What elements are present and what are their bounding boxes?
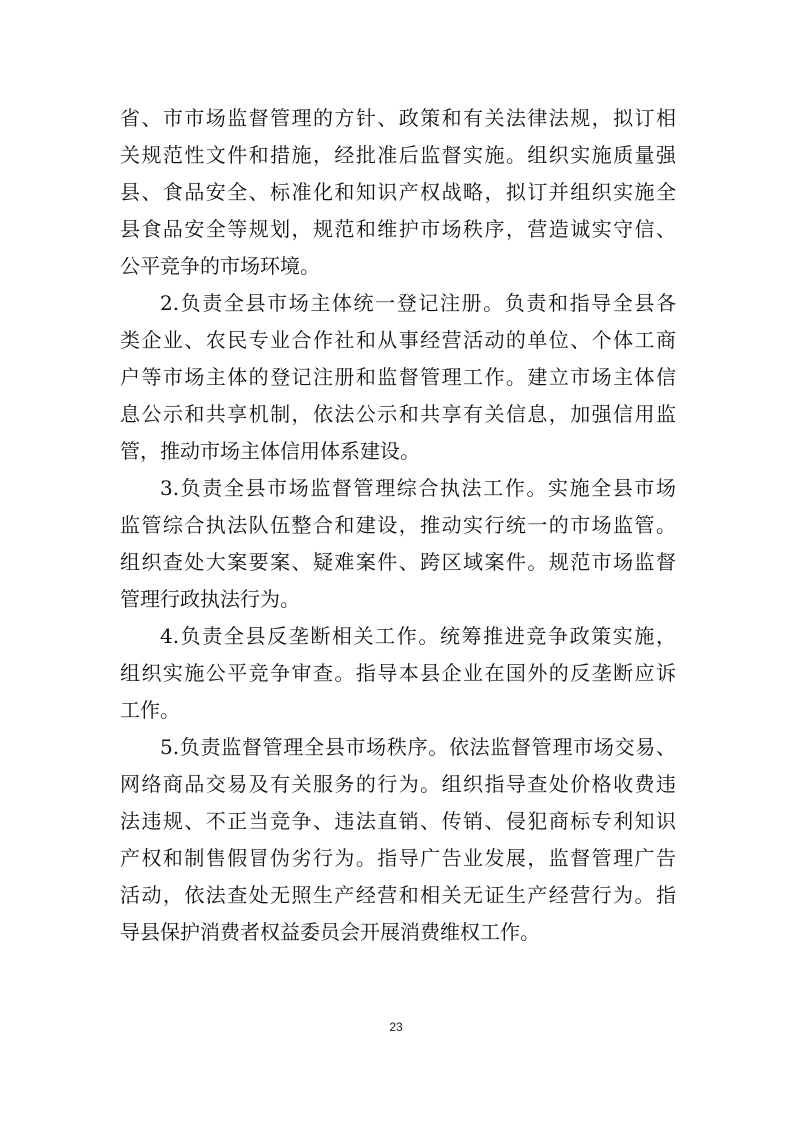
- paragraph-line: 产权和制售假冒伪劣行为。指导广告业发展，监督管理广告: [120, 846, 676, 870]
- paragraph-line: 法违规、不正当竞争、违法直销、传销、侵犯商标专利知识: [120, 809, 676, 833]
- paragraph-line: 关规范性文件和措施，经批准后监督实施。组织实施质量强: [120, 143, 676, 167]
- paragraph-line: 管，推动市场主体信用体系建设。: [120, 439, 420, 463]
- paragraph-line: 户等市场主体的登记注册和监督管理工作。建立市场主体信: [120, 365, 676, 389]
- paragraph-line: 类企业、农民专业合作社和从事经营活动的单位、个体工商: [120, 328, 676, 352]
- paragraph-line: 管理行政执法行为。: [120, 587, 300, 611]
- paragraph-line: 公平竞争的市场环境。: [120, 254, 320, 278]
- paragraph-line: 工作。: [120, 698, 180, 722]
- paragraph-line: 组织实施公平竞争审查。指导本县企业在国外的反垄断应诉: [120, 661, 676, 685]
- paragraph-1: [120, 100, 676, 285]
- paragraph-line: 5.负责监督管理全县市场秩序。依法监督管理市场交易、: [160, 735, 676, 759]
- paragraph-line: 活动，依法查处无照生产经营和相关无证生产经营行为。指: [120, 883, 676, 907]
- paragraph-3: [120, 470, 676, 618]
- paragraph-line: 省、市市场监督管理的方针、政策和有关法律法规，拟订相: [120, 106, 676, 130]
- paragraph-line: 导县保护消费者权益委员会开展消费维权工作。: [120, 920, 540, 944]
- paragraph-line: 4.负责全县反垄断相关工作。统筹推进竞争政策实施，: [160, 624, 676, 648]
- paragraph-line: 组织查处大案要案、疑难案件、跨区域案件。规范市场监督: [120, 550, 676, 574]
- paragraph-4: [120, 618, 676, 729]
- paragraph-line: 息公示和共享机制，依法公示和共享有关信息，加强信用监: [120, 402, 676, 426]
- paragraph-line: 3.负责全县市场监督管理综合执法工作。实施全县市场: [160, 476, 676, 500]
- paragraph-line: 2.负责全县市场主体统一登记注册。负责和指导全县各: [160, 291, 676, 315]
- paragraph-line: 监管综合执法队伍整合和建设，推动实行统一的市场监管。: [120, 513, 676, 537]
- body-text: [120, 100, 676, 951]
- paragraph-line: 县、食品安全、标准化和知识产权战略，拟订并组织实施全: [120, 180, 676, 204]
- paragraph-2: [120, 285, 676, 470]
- paragraph-line: 县食品安全等规划，规范和维护市场秩序，营造诚实守信、: [120, 217, 676, 241]
- paragraph-line: 网络商品交易及有关服务的行为。组织指导查处价格收费违: [120, 772, 676, 796]
- page-number: 23: [389, 1020, 403, 1034]
- paragraph-5: [120, 729, 676, 951]
